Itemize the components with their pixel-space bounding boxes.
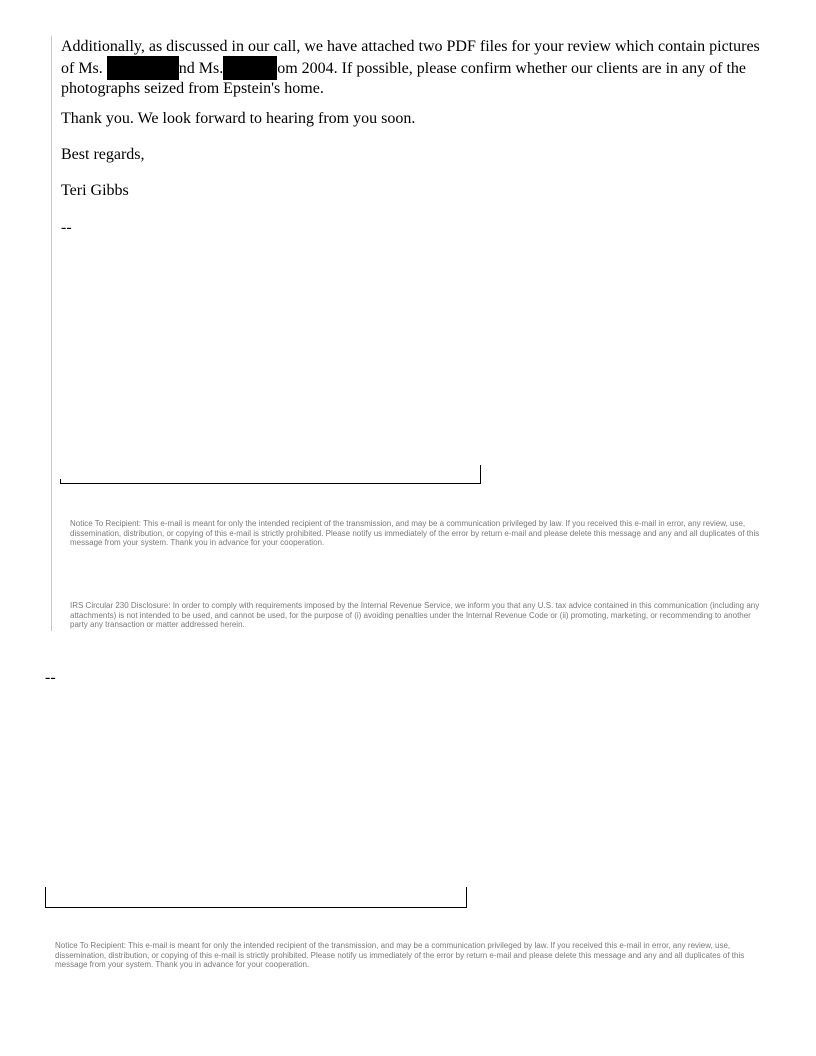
redaction-block-2 (223, 56, 277, 80)
paragraph-line-1: Additionally, as discussed in our call, we have attached two PDF files for your review which contain pictures (61, 38, 760, 55)
signature-image-frame (60, 465, 481, 484)
paragraph-line-2-middle: nd Ms. (178, 60, 224, 77)
closing-line: Thank you. We look forward to hearing from you soon. (61, 110, 416, 127)
outer-signature-separator: -- (45, 669, 56, 686)
paragraph-line-2 (61, 56, 773, 80)
email-paragraph (61, 38, 773, 98)
paragraph-line-2-end: om 2004. If possible, please confirm whether our clients are in any of the (277, 60, 746, 77)
paragraph-line-3: photographs seized from Epstein's home. (61, 80, 324, 97)
redaction-block-1 (107, 56, 179, 80)
outer-recipient-notice: Notice To Recipient: This e-mail is meant for only the intended recipient of the transmission, and may be a communication privileged by law. If you received this e-mail in error, any review, use, dissemination, distribution, or copying of this e-mail is strictly prohibited. Please notify us immediately of the error by return e-mail and please delete this message and any and all duplicates of this message from your system. Thank you in advance for your cooperation. (55, 941, 745, 969)
irs-disclosure: IRS Circular 230 Disclosure: In order to comply with requirements imposed by the Internal Revenue Service, we inform you that any U.S. tax advice contained in this communication (including any attachments) is not intended to be used, and cannot be used, for the purpose of (i) avoiding penalties under the Internal Revenue Code or (ii) promoting, marketing, or recommending to another party any transaction or matter addressed herein. (70, 601, 760, 629)
paragraph-line-2-start: of Ms. (61, 60, 103, 77)
quoted-reply-bar (51, 36, 52, 631)
outer-signature-image-frame (45, 887, 467, 908)
regards-line: Best regards, (61, 146, 145, 163)
signer-name: Teri Gibbs (61, 182, 129, 199)
recipient-notice: Notice To Recipient: This e-mail is meant for only the intended recipient of the transmission, and may be a communication privileged by law. If you received this e-mail in error, any review, use, dissemination, distribution, or copying of this e-mail is strictly prohibited. Please notify us immediately of the error by return e-mail and please delete this message and any and all duplicates of this message from your system. Thank you in advance for your cooperation. (70, 519, 760, 547)
signature-separator: -- (61, 219, 72, 236)
